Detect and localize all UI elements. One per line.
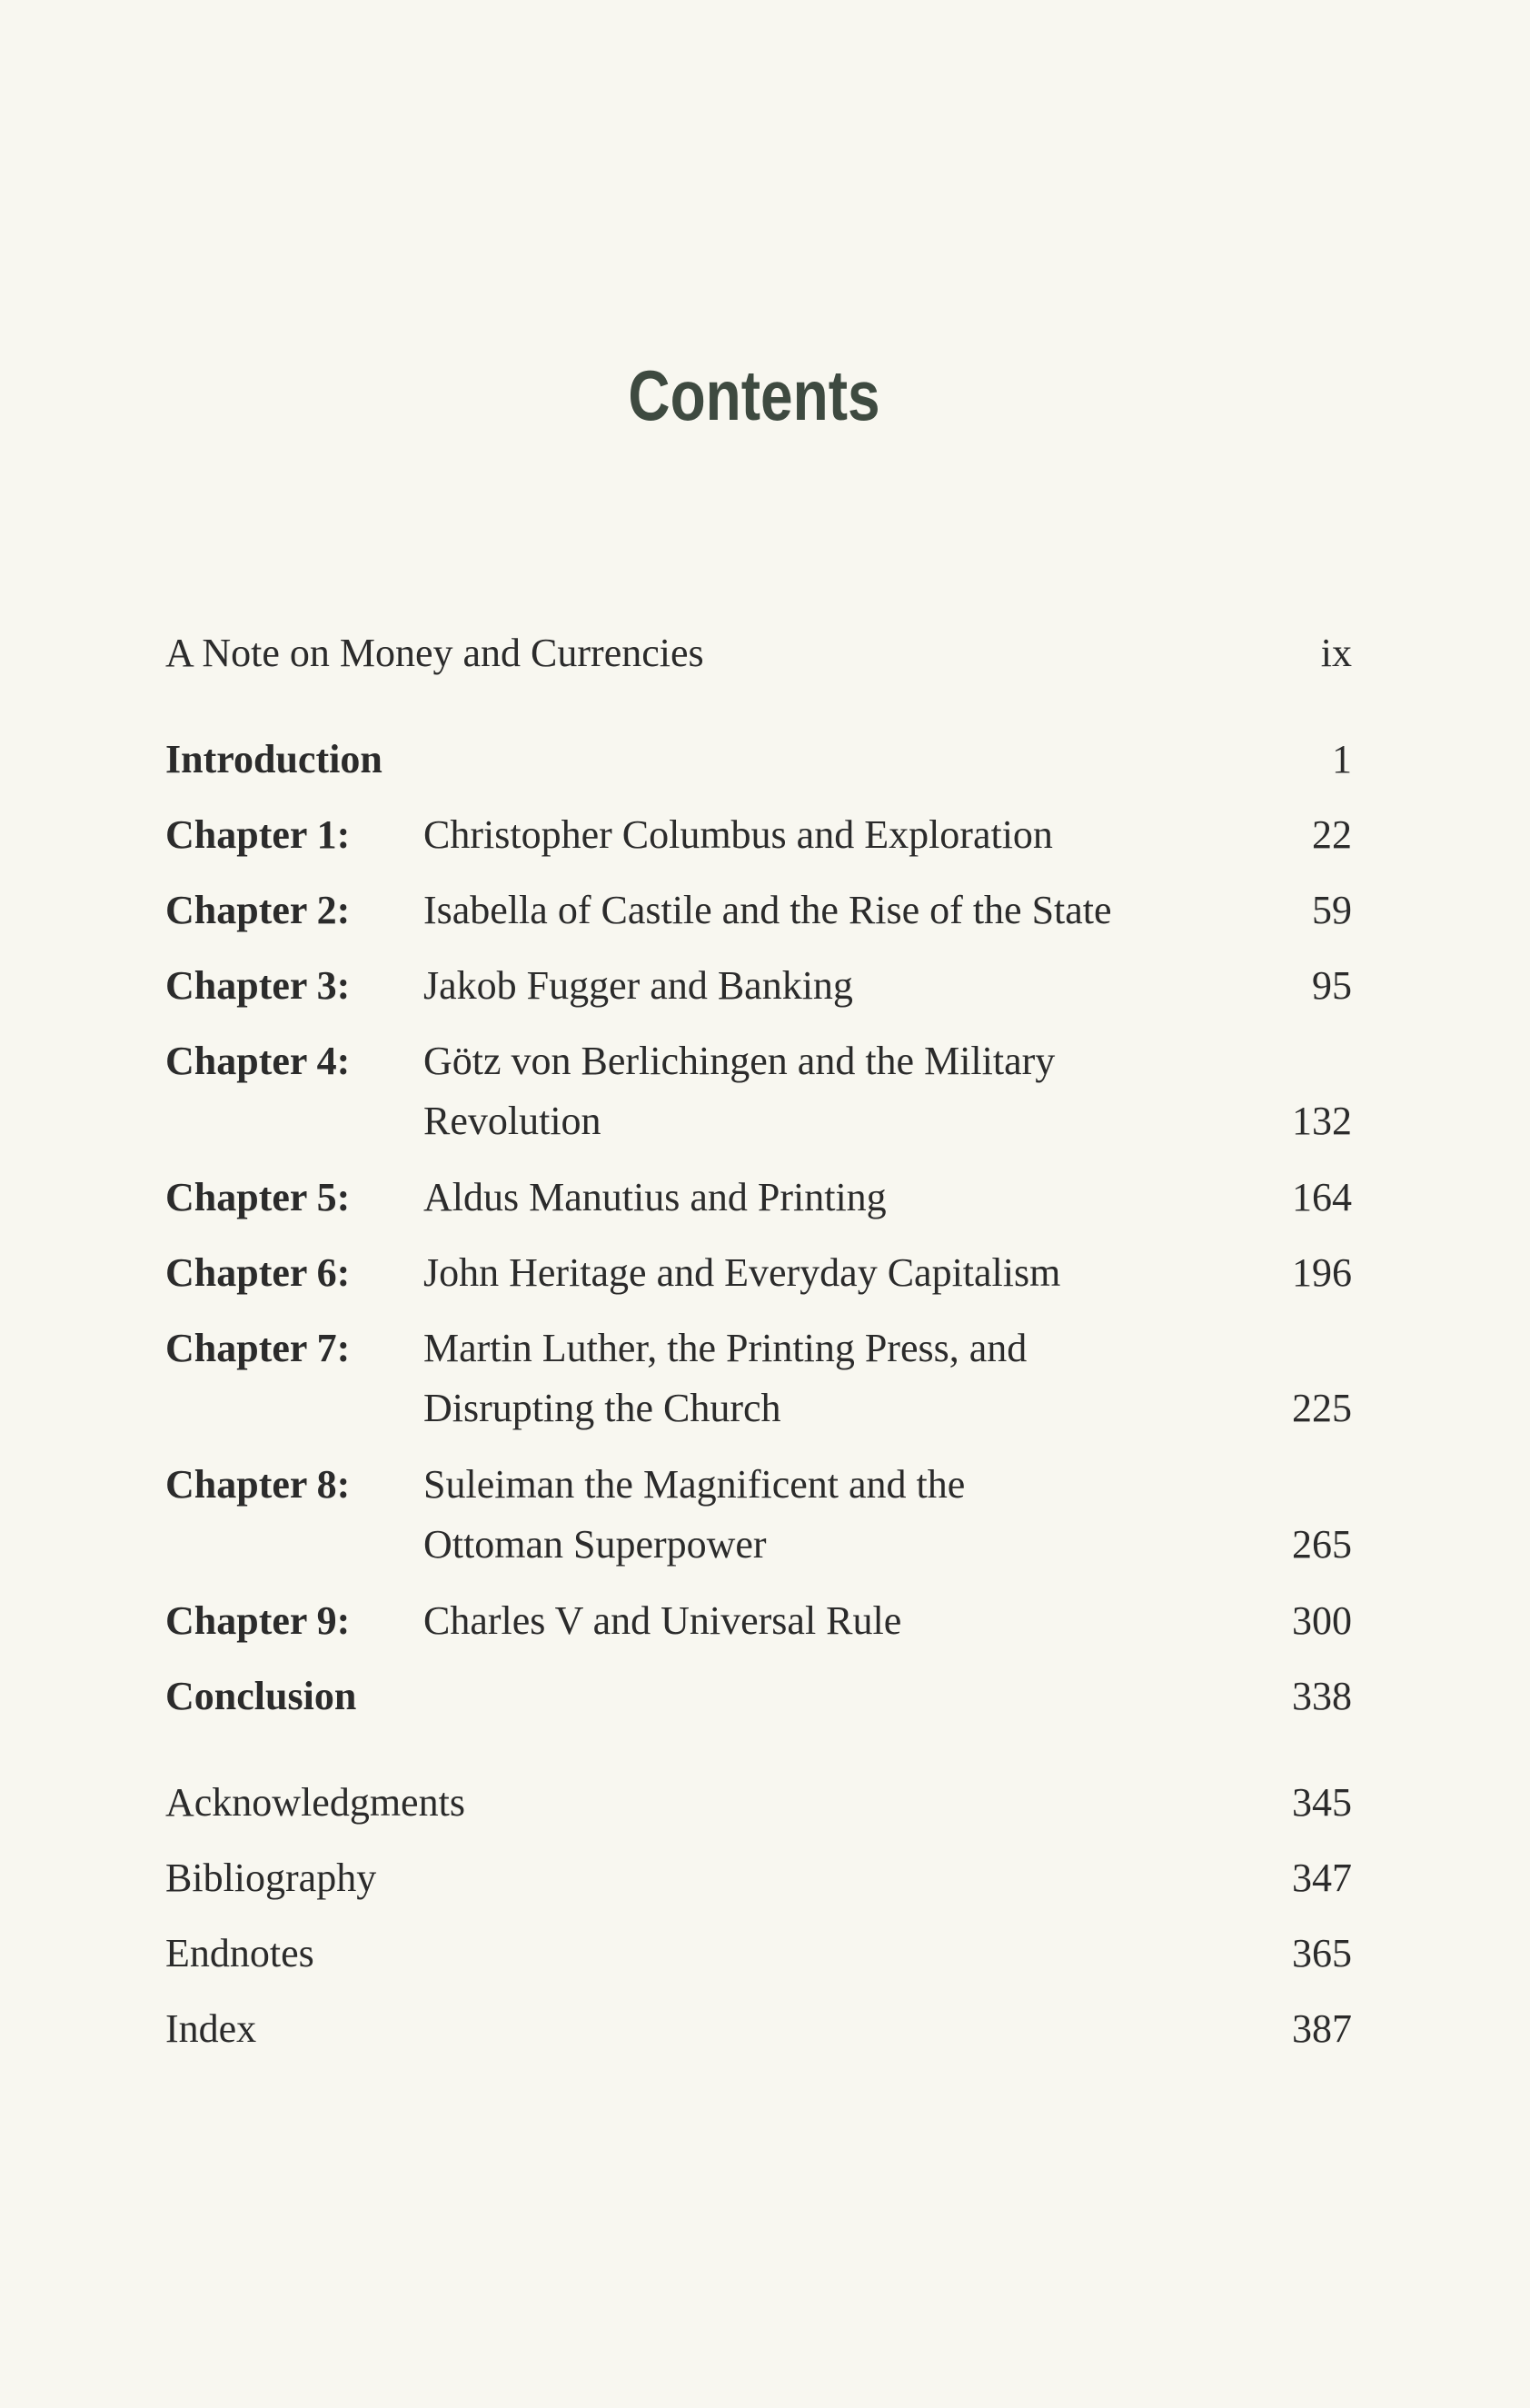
toc-entry-title: [423, 956, 1241, 1016]
toc-entry-title-line: Ottoman Superpower: [423, 1522, 767, 1567]
toc-entry-title: [423, 805, 1241, 865]
toc-page-number: 132: [1292, 1099, 1352, 1143]
toc-entry-title: [423, 1455, 1241, 1575]
toc-page-number: 387: [1292, 2006, 1352, 2051]
toc-entry-title: [423, 1318, 1241, 1438]
toc-entry-label: Chapter 4:: [165, 1039, 351, 1083]
toc-page-number: 365: [1292, 1931, 1352, 1975]
toc-entry-title-line: Martin Luther, the Printing Press, and: [423, 1326, 1028, 1370]
toc-entry-title: Endnotes: [165, 1931, 314, 1975]
toc-entry-label: Conclusion: [165, 1674, 357, 1718]
toc-page-number: 265: [1292, 1522, 1352, 1567]
toc-entry-label: Chapter 6:: [165, 1250, 351, 1295]
toc-entry-label: Chapter 7:: [165, 1326, 351, 1370]
toc-entry-title: [423, 881, 1241, 940]
toc-page-number: ix: [1320, 631, 1352, 675]
toc-entry-title-line: Götz von Berlichingen and the Military: [423, 1039, 1056, 1083]
toc-entry-title: Acknowledgments: [165, 1780, 465, 1825]
toc-page-number: 1: [1332, 737, 1352, 781]
toc-entry-title: A Note on Money and Currencies: [165, 631, 704, 675]
toc-entry-title: [423, 1591, 1241, 1651]
toc-entry-title-line: Disrupting the Church: [423, 1386, 781, 1430]
toc-entry-label: Chapter 3:: [165, 963, 351, 1008]
toc-entry-title-line: Aldus Manutius and Printing: [423, 1175, 887, 1219]
toc-entry-title-line: Suleiman the Magnificent and the: [423, 1462, 966, 1507]
toc-entry-title: [423, 1168, 1241, 1228]
toc-entry-title-line: Charles V and Universal Rule: [423, 1598, 902, 1643]
toc-entry-title-line: John Heritage and Everyday Capitalism: [423, 1250, 1061, 1295]
toc-entry-label: Chapter 5:: [165, 1175, 351, 1219]
toc-page-number: 345: [1292, 1780, 1352, 1825]
toc-page-number: 164: [1292, 1175, 1352, 1219]
toc-entry-title: [423, 1031, 1241, 1151]
toc-entry-label: Chapter 8:: [165, 1462, 351, 1507]
toc-page-number: 95: [1312, 963, 1352, 1008]
toc-entry-label: Chapter 1:: [165, 812, 351, 857]
toc-page-number: 338: [1292, 1674, 1352, 1718]
toc-page-number: 300: [1292, 1598, 1352, 1643]
toc-page-number: 59: [1312, 888, 1352, 932]
page-title: Contents: [628, 355, 880, 435]
toc-page-number: 22: [1312, 812, 1352, 857]
toc-entry-title: Index: [165, 2006, 257, 2051]
toc-entry-label: Chapter 9:: [165, 1598, 351, 1643]
toc-entry-title-line: Isabella of Castile and the Rise of the State: [423, 888, 1112, 932]
toc-entry-title-line: Christopher Columbus and Exploration: [423, 812, 1053, 857]
toc-entry-title: Bibliography: [165, 1856, 377, 1900]
toc-page-number: 196: [1292, 1250, 1352, 1295]
toc-entry-label: Chapter 2:: [165, 888, 351, 932]
toc-page-number: 225: [1292, 1386, 1352, 1430]
toc-entry-title-line: Revolution: [423, 1099, 601, 1143]
toc-entry-title-line: Jakob Fugger and Banking: [423, 963, 853, 1008]
toc-page-number: 347: [1292, 1856, 1352, 1900]
toc-entry-title: [423, 1243, 1241, 1303]
toc-entry-label: Introduction: [165, 737, 382, 781]
